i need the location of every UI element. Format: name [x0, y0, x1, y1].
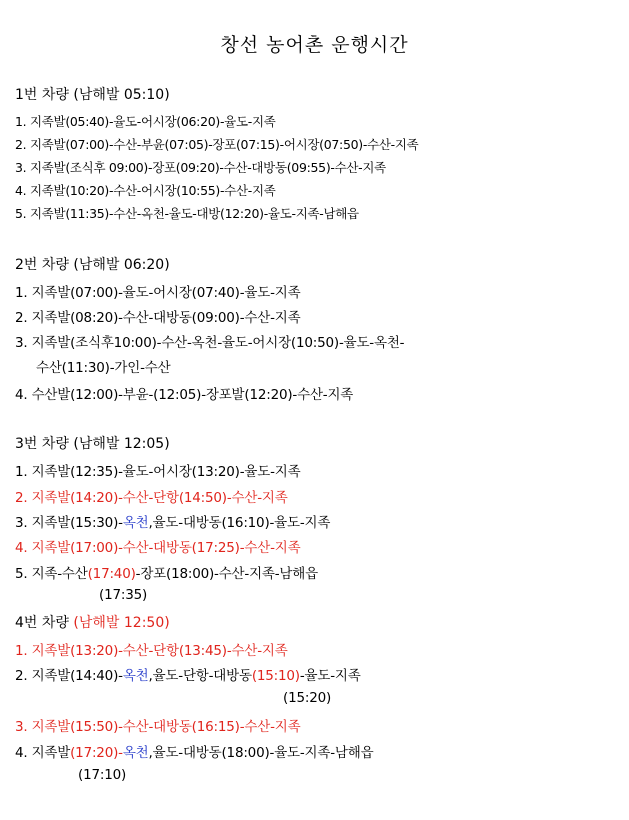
section-4-line-2-time: (15:10): [251, 668, 300, 684]
section-4-line-2-part-c: ,율도-단항-대방동: [148, 668, 252, 684]
section-3-heading: 3번 차량 (남해발 12:05): [15, 436, 170, 452]
section-2-line-1: 1. 지족발(07:00)-율도-어시장(07:40)-율도-지족: [15, 285, 301, 301]
section-3-line-3-part-a: 3. 지족발(15:30)-: [15, 515, 123, 531]
section-1-line-2: 2. 지족발(07:00)-수산-부윤(07:05)-장포(07:15)-어시장(07:50)-수산-지족: [15, 137, 419, 152]
section-2-line-4: 4. 수산발(12:00)-부윤-(12:05)-장포발(12:20)-수산-지족: [15, 387, 354, 403]
section-4-line-2-okcheon: 옥천: [122, 668, 149, 684]
page-title: 창선 농어촌 운행시간: [220, 34, 409, 56]
section-3-line-5: [15, 562, 318, 582]
section-4-line-2-subtime: (15:20): [283, 690, 332, 706]
section-1-line-4: 4. 지족발(10:20)-수산-어시장(10:55)-수산-지족: [15, 183, 276, 198]
section-2-line-3a: 3. 지족발(조식후10:00)-수산-옥천-율도-어시장(10:50)-율도-옥천-: [15, 335, 405, 351]
section-4-line-2: [15, 664, 361, 684]
section-1-line-3: 3. 지족발(조식후 09:00)-장포(09:20)-수산-대방동(09:55)-수산-지족: [15, 160, 386, 175]
section-4-line-4-subtime: (17:10): [78, 767, 127, 783]
section-3-line-5-subtime: (17:35): [99, 587, 148, 603]
section-3-line-3-part-c: ,율도-대방동(16:10)-율도-지족: [148, 515, 331, 531]
section-3-line-3-okcheon: 옥천: [122, 515, 149, 531]
section-4-heading-part-b: (남해발 12:50): [73, 615, 170, 631]
section-4-heading: [15, 612, 170, 632]
section-4-line-2-part-a: 2. 지족발(14:40)-: [15, 668, 123, 684]
section-2-line-3b: 수산(11:30)-가인-수산: [36, 360, 171, 376]
section-4-line-2-part-e: -율도-지족: [299, 668, 361, 684]
section-4-line-4-part-a: 4. 지족발: [15, 745, 71, 761]
section-3-line-5-time: (17:40): [87, 566, 136, 582]
section-3-line-4: 4. 지족발(17:00)-수산-대방동(17:25)-수산-지족: [15, 540, 301, 556]
section-2-line-2: 2. 지족발(08:20)-수산-대방동(09:00)-수산-지족: [15, 310, 301, 326]
section-3-line-1: 1. 지족발(12:35)-율도-어시장(13:20)-율도-지족: [15, 464, 301, 480]
section-3-line-5-part-c: -장포(18:00)-수산-지족-남해읍: [135, 566, 318, 582]
section-4-line-4-part-d: ,율도-대방동(18:00)-율도-지족-남해읍: [148, 745, 374, 761]
section-4-line-4: [15, 741, 373, 761]
section-4-line-1: 1. 지족발(13:20)-수산-단항(13:45)-수산-지족: [15, 643, 288, 659]
section-4-line-3: 3. 지족발(15:50)-수산-대방동(16:15)-수산-지족: [15, 719, 301, 735]
section-3-line-3: [15, 511, 330, 531]
section-2-heading: 2번 차량 (남해발 06:20): [15, 257, 170, 273]
section-4-heading-part-a: 4번 차량: [15, 615, 74, 631]
section-1-heading: 1번 차량 (남해발 05:10): [15, 87, 170, 103]
section-3-line-5-part-a: 5. 지족-수산: [15, 566, 88, 582]
section-1-line-5: 5. 지족발(11:35)-수산-옥천-율도-대방(12:20)-율도-지족-남해읍: [15, 206, 359, 221]
section-4-line-4-okcheon: 옥천: [122, 745, 149, 761]
section-4-line-4-time: (17:20)-: [70, 745, 123, 761]
section-1-line-1: 1. 지족발(05:40)-율도-어시장(06:20)-율도-지족: [15, 114, 276, 129]
section-3-line-2: 2. 지족발(14:20)-수산-단항(14:50)-수산-지족: [15, 490, 288, 506]
